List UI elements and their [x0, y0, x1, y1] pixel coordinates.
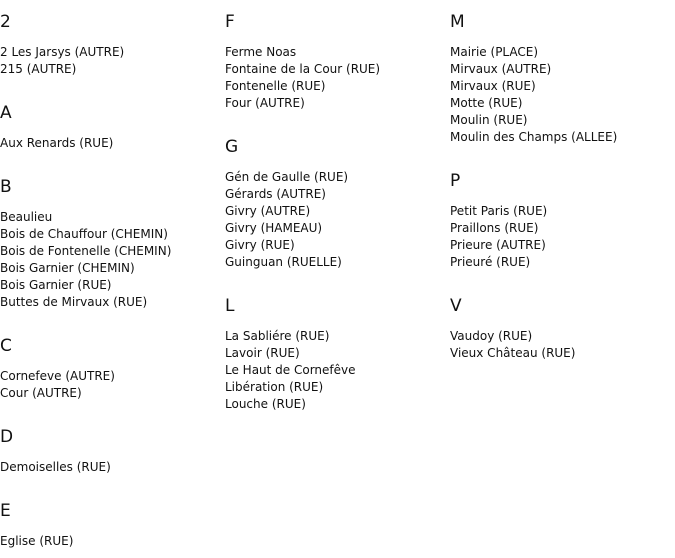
street-list [450, 44, 672, 146]
street-entry: Prieuré (RUE) [450, 255, 531, 269]
street-entry: La Sabliére (RUE) [225, 329, 330, 343]
street-entry: Fontaine de la Cour (RUE) [225, 62, 381, 76]
street-entry: Le Haut de Cornefêve [225, 363, 356, 377]
section-spacer [0, 311, 222, 332]
section-letter-heading: F [225, 12, 235, 32]
street-entry: Bois Garnier (RUE) [0, 278, 112, 292]
index-section [450, 167, 672, 292]
street-entry: Motte (RUE) [450, 96, 523, 110]
section-letter-heading: P [450, 171, 461, 191]
street-list [0, 135, 222, 152]
section-letter-heading: A [0, 103, 12, 123]
street-entry: Cornefeve (AUTRE) [0, 369, 115, 383]
index-column-1 [0, 8, 222, 550]
street-entry: Mirvaux (AUTRE) [450, 62, 552, 76]
index-column-2 [225, 8, 447, 413]
index-section [450, 8, 672, 167]
section-letter-heading: V [450, 296, 462, 316]
street-entry: Vaudoy (RUE) [450, 329, 533, 343]
index-section [0, 332, 222, 423]
street-entry: Bois de Chauffour (CHEMIN) [0, 227, 168, 241]
index-section [450, 292, 672, 362]
street-list [0, 209, 222, 311]
section-letter-heading: G [225, 137, 239, 157]
street-entry: Vieux Château (RUE) [450, 346, 576, 360]
street-list [450, 203, 672, 271]
section-spacer [450, 146, 672, 167]
street-entry: Moulin (RUE) [450, 113, 528, 127]
street-entry: Moulin des Champs (ALLEE) [450, 130, 618, 144]
section-letter-heading: B [0, 177, 12, 197]
street-entry: Givry (RUE) [225, 238, 295, 252]
street-entry: Bois Garnier (CHEMIN) [0, 261, 135, 275]
section-letter-heading: D [0, 427, 14, 447]
street-entry: 2 Les Jarsys (AUTRE) [0, 45, 125, 59]
street-entry: Eglise (RUE) [0, 534, 74, 548]
index-section [225, 292, 447, 413]
street-entry: Bois de Fontenelle (CHEMIN) [0, 244, 172, 258]
street-list [225, 169, 447, 271]
street-entry: Lavoir (RUE) [225, 346, 300, 360]
index-section [0, 8, 222, 99]
street-entry: Ferme Noas [225, 45, 297, 59]
street-entry: Fontenelle (RUE) [225, 79, 326, 93]
index-section [225, 8, 447, 133]
index-section [0, 99, 222, 173]
street-entry: Mirvaux (RUE) [450, 79, 536, 93]
index-section [0, 423, 222, 497]
street-entry: Libération (RUE) [225, 380, 324, 394]
section-letter-heading: M [450, 12, 465, 32]
street-list [0, 459, 222, 476]
index-section [0, 497, 222, 550]
street-list [450, 328, 672, 362]
street-entry: Demoiselles (RUE) [0, 460, 111, 474]
index-section [225, 133, 447, 292]
street-entry: Guinguan (RUELLE) [225, 255, 342, 269]
street-entry: Louche (RUE) [225, 397, 306, 411]
street-list [225, 44, 447, 112]
street-entry: Beaulieu [0, 210, 53, 224]
section-spacer [0, 152, 222, 173]
street-entry: Petit Paris (RUE) [450, 204, 548, 218]
street-entry: Aux Renards (RUE) [0, 136, 114, 150]
index-column-3 [450, 8, 672, 362]
section-letter-heading: C [0, 336, 12, 356]
street-entry: Givry (AUTRE) [225, 204, 311, 218]
section-spacer [0, 476, 222, 497]
street-entry: Gérards (AUTRE) [225, 187, 326, 201]
street-entry: Givry (HAMEAU) [225, 221, 323, 235]
section-spacer [450, 271, 672, 292]
street-list [0, 44, 222, 78]
street-entry: Cour (AUTRE) [0, 386, 82, 400]
street-entry: Prieure (AUTRE) [450, 238, 546, 252]
section-spacer [225, 112, 447, 133]
street-entry: Praillons (RUE) [450, 221, 539, 235]
street-entry: 215 (AUTRE) [0, 62, 77, 76]
index-section [0, 173, 222, 332]
street-list [225, 328, 447, 413]
street-list [0, 368, 222, 402]
section-spacer [0, 78, 222, 99]
street-entry: Buttes de Mirvaux (RUE) [0, 295, 148, 309]
street-entry: Mairie (PLACE) [450, 45, 539, 59]
section-spacer [0, 402, 222, 423]
section-spacer [225, 271, 447, 292]
street-entry: Gén de Gaulle (RUE) [225, 170, 349, 184]
street-list [0, 533, 222, 550]
street-entry: Four (AUTRE) [225, 96, 305, 110]
section-letter-heading: L [225, 296, 235, 316]
section-letter-heading: E [0, 501, 11, 521]
section-letter-heading: 2 [0, 12, 11, 32]
